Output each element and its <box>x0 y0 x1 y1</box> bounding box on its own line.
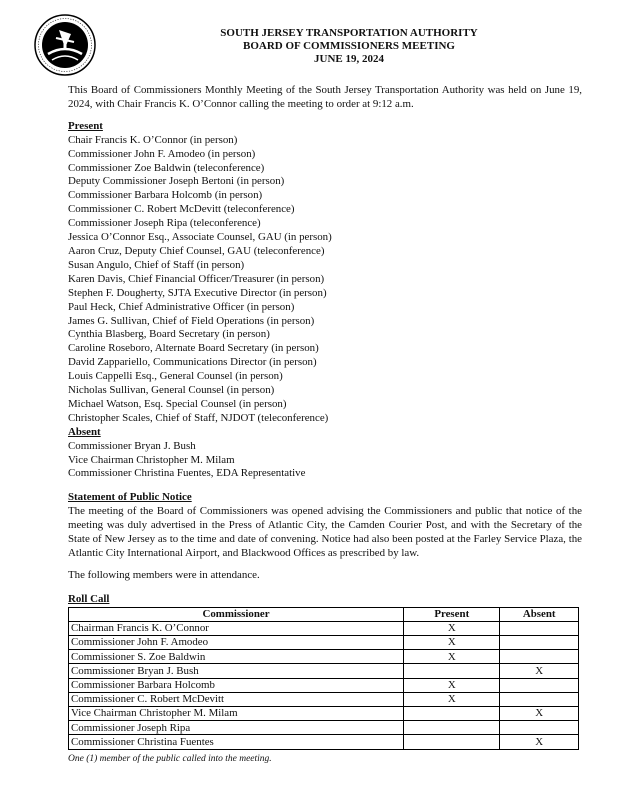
absent-attendee: Commissioner Christina Fuentes, EDA Representative <box>68 467 306 480</box>
present-heading: Present <box>68 119 103 132</box>
column-header-absent: Absent <box>500 607 579 621</box>
public-notice-heading: Statement of Public Notice <box>68 491 192 504</box>
present-mark-cell <box>404 707 500 721</box>
roll-call-header-row <box>69 607 579 621</box>
table-row <box>69 735 579 749</box>
present-mark-cell: X <box>404 636 500 650</box>
commissioner-name-cell: Commissioner S. Zoe Baldwin <box>69 650 404 664</box>
present-attendee: Stephen F. Dougherty, SJTA Executive Director (in person) <box>68 286 327 299</box>
present-attendee: Karen Davis, Chief Financial Officer/Treasurer (in person) <box>68 272 325 285</box>
present-attendee: Commissioner C. Robert McDevitt (teleconference) <box>68 203 295 216</box>
present-attendee: Commissioner Zoe Baldwin (teleconference) <box>68 161 265 174</box>
table-row <box>69 707 579 721</box>
present-attendee: Michael Watson, Esq. Special Counsel (in person) <box>68 397 287 410</box>
absent-mark-cell: X <box>500 735 579 749</box>
present-attendee: Commissioner John F. Amodeo (in person) <box>68 147 256 160</box>
present-attendee: David Zappariello, Communications Director (in person) <box>68 356 317 369</box>
column-header-present: Present <box>404 607 500 621</box>
absent-attendee: Commissioner Bryan J. Bush <box>68 439 196 452</box>
present-attendee: Cynthia Blasberg, Board Secretary (in person) <box>68 328 270 341</box>
present-attendee: Nicholas Sullivan, General Counsel (in person) <box>68 384 275 397</box>
meeting-date: JUNE 19, 2024 <box>314 53 384 65</box>
absent-heading: Absent <box>68 425 101 438</box>
commissioner-name-cell: Commissioner John F. Amodeo <box>69 636 404 650</box>
present-list <box>68 134 582 426</box>
roll-call-body <box>69 621 579 749</box>
absent-attendee: Vice Chairman Christopher M. Milam <box>68 453 235 466</box>
present-attendee: Chair Francis K. O’Connor (in person) <box>68 133 238 146</box>
document-body <box>68 84 582 767</box>
commissioner-name-cell: Commissioner C. Robert McDevitt <box>69 692 404 706</box>
present-mark-cell <box>404 721 500 735</box>
commissioner-name-cell: Vice Chairman Christopher M. Milam <box>69 707 404 721</box>
meeting-title: BOARD OF COMMISSIONERS MEETING <box>243 40 455 52</box>
column-header-commissioner: Commissioner <box>69 607 404 621</box>
present-attendee: Jessica O’Connor Esq., Associate Counsel, GAU (in person) <box>68 231 332 244</box>
present-mark-cell: X <box>404 692 500 706</box>
table-row <box>69 678 579 692</box>
table-row <box>69 721 579 735</box>
attendance-line: The following members were in attendance. <box>68 568 260 581</box>
commissioner-name-cell: Commissioner Christina Fuentes <box>69 735 404 749</box>
present-mark-cell <box>404 735 500 749</box>
commissioner-name-cell: Commissioner Bryan J. Bush <box>69 664 404 678</box>
present-attendee: Commissioner Barbara Holcomb (in person) <box>68 189 263 202</box>
present-mark-cell: X <box>404 678 500 692</box>
absent-mark-cell <box>500 678 579 692</box>
footnote: One (1) member of the public called into the meeting. <box>68 753 272 764</box>
present-mark-cell: X <box>404 650 500 664</box>
public-notice-text: The meeting of the Board of Commissioners was opened advising the Commissioners and public that notice of the meeting was duly advertised in the Press of Atlantic City, the Camden Courier Post, and with the Secretary of the State of New Jersey as to the time and date of convening. Notice had also been posted at the Farley Service Plaza, the Atlantic City International Airport, and Blackwood Offices as prescribed by law. <box>68 505 582 559</box>
commissioner-name-cell: Commissioner Barbara Holcomb <box>69 678 404 692</box>
absent-mark-cell: X <box>500 664 579 678</box>
org-name: SOUTH JERSEY TRANSPORTATION AUTHORITY <box>220 27 478 39</box>
table-row <box>69 650 579 664</box>
present-mark-cell <box>404 664 500 678</box>
table-row <box>69 636 579 650</box>
present-attendee: Caroline Roseboro, Alternate Board Secretary (in person) <box>68 342 319 355</box>
present-attendee: Aaron Cruz, Deputy Chief Counsel, GAU (teleconference) <box>68 244 325 257</box>
present-attendee: Paul Heck, Chief Administrative Officer (in person) <box>68 300 295 313</box>
document-header <box>100 27 598 66</box>
present-attendee: James G. Sullivan, Chief of Field Operations (in person) <box>68 314 315 327</box>
present-attendee: Susan Angulo, Chief of Staff (in person) <box>68 258 245 271</box>
roll-call-table <box>68 607 579 750</box>
table-row <box>69 664 579 678</box>
present-attendee: Commissioner Joseph Ripa (teleconference) <box>68 217 261 230</box>
present-attendee: Christopher Scales, Chief of Staff, NJDOT (teleconference) <box>68 411 329 424</box>
table-row <box>69 621 579 635</box>
absent-list <box>68 440 582 482</box>
absent-mark-cell <box>500 621 579 635</box>
absent-mark-cell: X <box>500 707 579 721</box>
absent-mark-cell <box>500 721 579 735</box>
absent-mark-cell <box>500 692 579 706</box>
sjta-seal-logo <box>34 14 96 76</box>
roll-call-heading: Roll Call <box>68 592 110 605</box>
absent-mark-cell <box>500 636 579 650</box>
present-attendee: Deputy Commissioner Joseph Bertoni (in person) <box>68 175 285 188</box>
commissioner-name-cell: Chairman Francis K. O’Connor <box>69 621 404 635</box>
absent-mark-cell <box>500 650 579 664</box>
commissioner-name-cell: Commissioner Joseph Ripa <box>69 721 404 735</box>
present-mark-cell: X <box>404 621 500 635</box>
table-row <box>69 692 579 706</box>
present-attendee: Louis Cappelli Esq., General Counsel (in person) <box>68 370 283 383</box>
intro-paragraph: This Board of Commissioners Monthly Meeting of the South Jersey Transportation Authority was held on June 19, 2024, with Chair Francis K. O’Connor calling the meeting to order at 9:12 a.m. <box>68 84 582 110</box>
